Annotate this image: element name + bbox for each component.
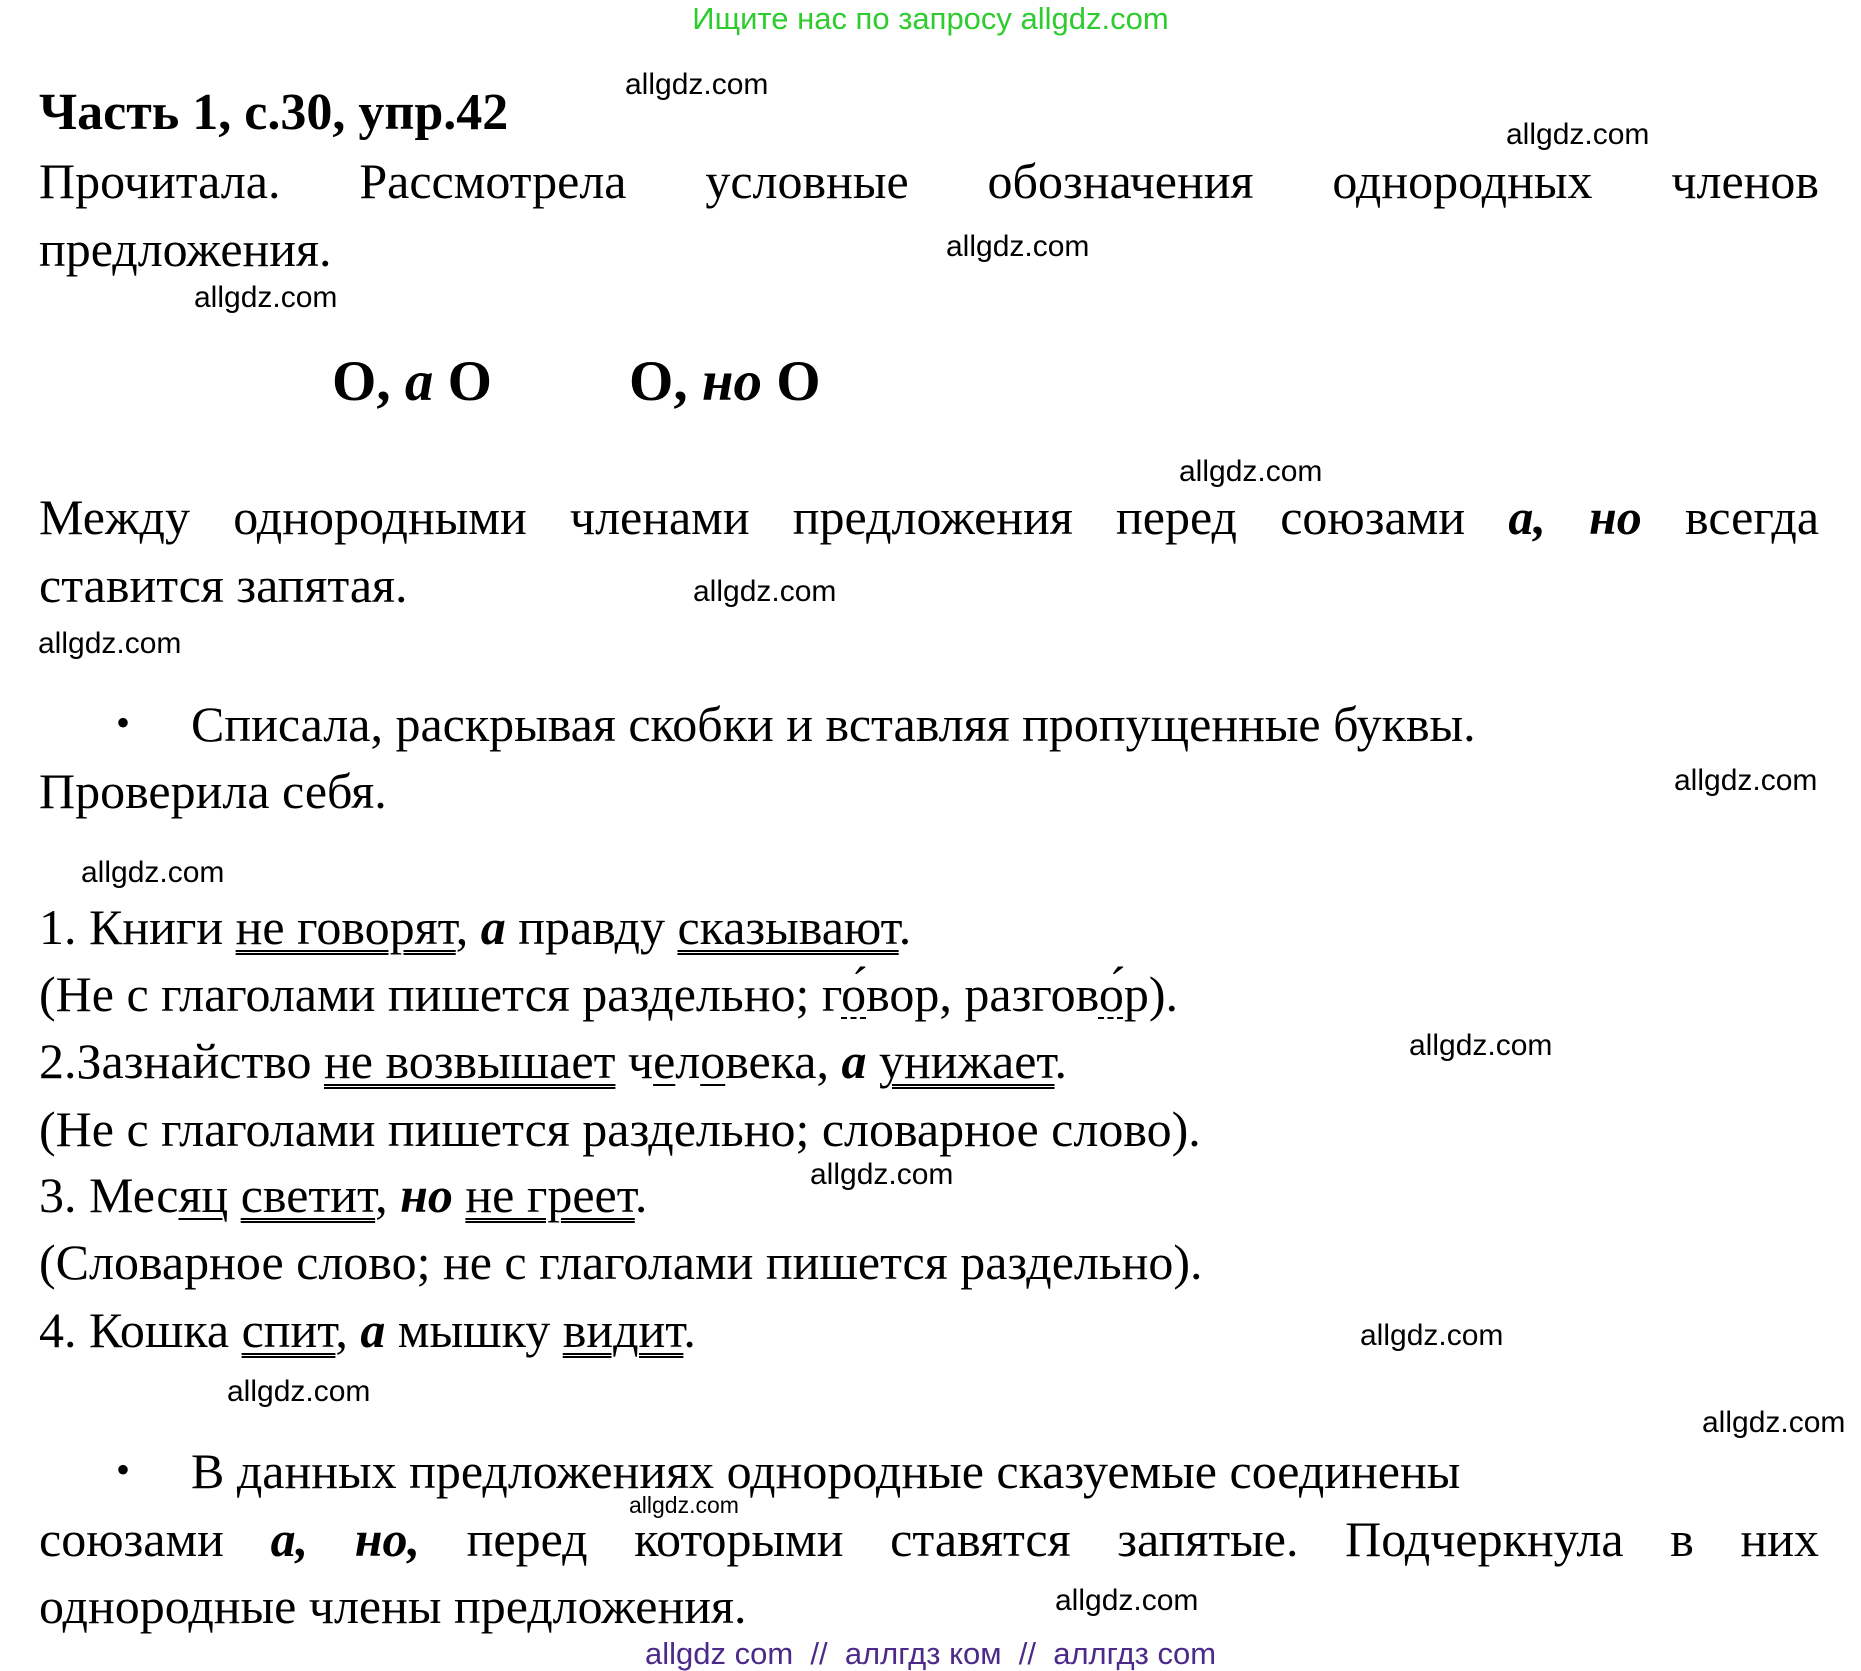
rule-text-end: всегда: [1685, 489, 1820, 545]
predicate: спит: [241, 1302, 336, 1358]
predicate: сказывают: [677, 899, 899, 955]
note-2: (Не с глаголами пишется раздельно; словарное слово).: [39, 1101, 1201, 1157]
predicate: не говорят: [235, 899, 456, 955]
formula-no-second: О: [776, 350, 821, 413]
predicate: не возвышает: [324, 1033, 616, 1089]
formula-no-first: О,: [629, 350, 688, 413]
text: [453, 1167, 466, 1223]
rule-conj: а, но: [1508, 489, 1642, 545]
watermark: allgdz.com: [693, 575, 837, 608]
watermark: allgdz.com: [1702, 1406, 1846, 1439]
text: 4. Кошка: [39, 1302, 242, 1358]
predicate: не греет: [465, 1167, 635, 1223]
bullet-1-line-1: Списала, раскрывая скобки и вставляя пропущенные буквы.: [191, 696, 1476, 752]
formula-no-conj: но: [701, 350, 762, 413]
text: (Не с глаголами пишется раздельно; г: [39, 966, 842, 1022]
paragraph-2-line-2: ставится запятая.: [39, 557, 408, 613]
text: ,: [455, 899, 481, 955]
watermark: allgdz.com: [810, 1158, 954, 1191]
stressed-letter: о: [1098, 966, 1124, 1022]
formula-a-second: О: [447, 350, 492, 413]
watermark: allgdz.com: [1055, 1584, 1199, 1617]
watermark: allgdz.com: [1360, 1319, 1504, 1352]
text: мышку: [385, 1302, 563, 1358]
bullet-2-line-1: В данных предложениях однородные сказуемые соединены: [191, 1443, 1461, 1499]
text: .: [898, 899, 912, 955]
note-1: [39, 968, 1178, 1020]
text: .: [1054, 1033, 1068, 1089]
bullet-2-line-2: [39, 1513, 1819, 1565]
conjunction: а: [480, 899, 506, 955]
watermark: allgdz.com: [1674, 764, 1818, 797]
search-banner: Ищите нас по запросу allgdz.com: [692, 1, 1169, 36]
paragraph-2-line-1: [39, 491, 1819, 543]
predicate: видит: [562, 1302, 684, 1358]
watermark: allgdz.com: [1179, 455, 1323, 488]
predicate: унижает: [878, 1033, 1055, 1089]
text: л: [675, 1033, 701, 1089]
watermark: allgdz.com: [1409, 1029, 1553, 1062]
sentence-4: [39, 1304, 696, 1356]
predicate: светит: [240, 1167, 376, 1223]
letter: о: [700, 1033, 726, 1089]
formula-a-conj: а: [404, 350, 434, 413]
text: ч: [615, 1033, 654, 1089]
bullet-2-line-3: однородные члены предложения.: [39, 1578, 747, 1634]
formula-a: [332, 348, 492, 416]
text: правду: [505, 899, 678, 955]
rule-text: Между однородными членами предложения перед союзами: [39, 489, 1466, 545]
text: союзами: [39, 1511, 224, 1567]
watermark: allgdz.com: [625, 68, 769, 101]
text: 2.Зазнайство: [39, 1033, 325, 1089]
text: 3. Мес: [39, 1167, 179, 1223]
note-3: (Словарное слово; не с глаголами пишется раздельно).: [39, 1234, 1203, 1290]
text: 1. Книги: [39, 899, 236, 955]
conjunction: а: [841, 1033, 867, 1089]
bullet-1-marker: •: [116, 700, 131, 745]
paragraph-1-line-2: предложения.: [39, 221, 332, 277]
text: ́р).: [1123, 966, 1179, 1022]
watermark: allgdz.com: [194, 281, 338, 314]
bullet-1-line-2: Проверила себя.: [39, 763, 387, 819]
sentence-1: [39, 901, 911, 953]
watermark: allgdz.com: [946, 230, 1090, 263]
exercise-title: Часть 1, с.30, упр.42: [39, 84, 509, 141]
conjunction: но: [400, 1167, 453, 1223]
sentence-2: [39, 1035, 1067, 1087]
text: .: [634, 1167, 648, 1223]
text: [866, 1033, 879, 1089]
text: [228, 1167, 241, 1223]
conjunction: а, но,: [270, 1511, 420, 1567]
text: .: [683, 1302, 696, 1358]
watermark: allgdz.com: [81, 856, 225, 889]
letter: яц: [178, 1167, 229, 1223]
sentence-3: [39, 1169, 647, 1221]
watermark: allgdz.com: [227, 1375, 371, 1408]
watermark: allgdz.com: [1506, 118, 1650, 151]
stressed-letter: о: [841, 966, 867, 1022]
text: века,: [725, 1033, 842, 1089]
text: перед которыми ставятся запятые. Подчеркнула в них: [466, 1511, 1820, 1567]
text: ,: [375, 1167, 401, 1223]
watermark: allgdz.com: [629, 1492, 739, 1518]
formula-no: [629, 348, 821, 416]
text: ,: [335, 1302, 361, 1358]
text: ́вор, разгов: [866, 966, 1099, 1022]
conjunction: а: [360, 1302, 386, 1358]
footer-banner: allgdz com // аллгдз ком // аллгдз com: [644, 1636, 1217, 1671]
paragraph-1-line-1: Прочитала. Рассмотрела условные обозначения однородных членов: [39, 153, 1819, 209]
letter: е: [653, 1033, 676, 1089]
bullet-2-marker: •: [116, 1447, 131, 1492]
watermark: allgdz.com: [38, 627, 182, 660]
formula-a-first: О,: [332, 350, 391, 413]
